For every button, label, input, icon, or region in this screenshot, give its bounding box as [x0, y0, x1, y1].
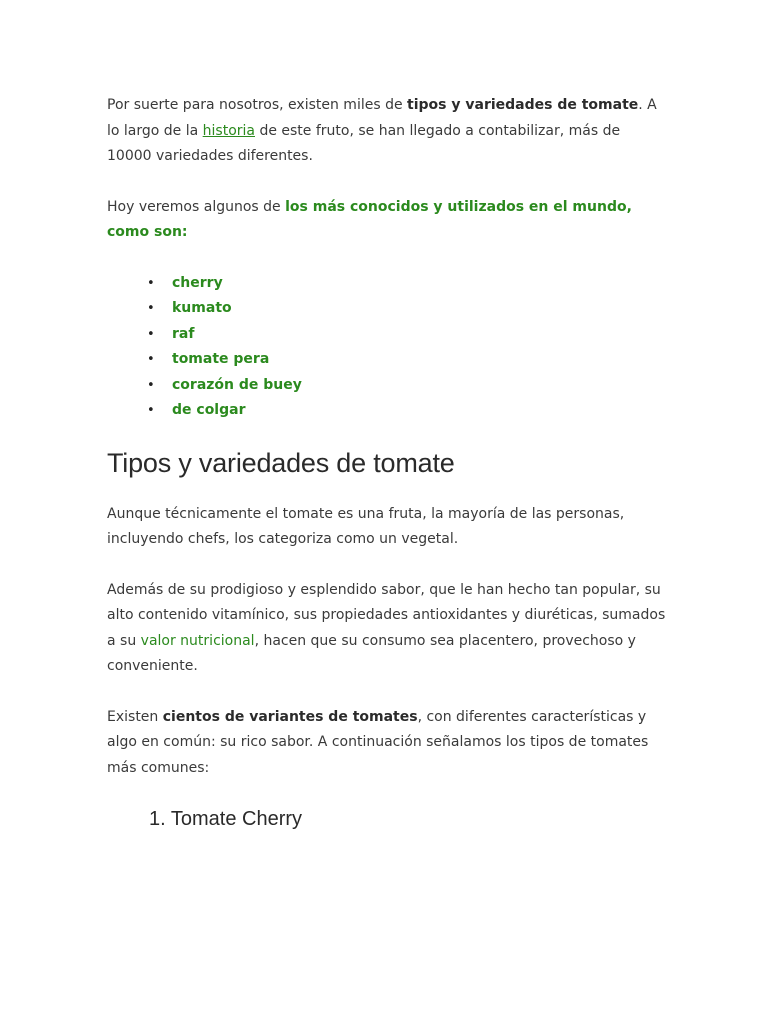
bullet-icon: • — [147, 301, 155, 316]
fruit-paragraph: Aunque técnicamente el tomate es una fruta, la mayoría de las personas, incluyendo chefs, los categoriza como un vegetal. — [107, 505, 625, 547]
variants-text-1: Existen — [107, 708, 163, 725]
varieties-list — [147, 271, 667, 424]
bullet-icon: • — [147, 326, 155, 342]
subsection-heading: 1. Tomate Cherry — [149, 808, 303, 830]
varieties-intro-highlight: los más conocidos y utilizados en el mundo, como son: — [107, 198, 632, 240]
valor-nutricional-link[interactable]: valor nutricional — [140, 632, 255, 649]
benefits-text-1: Además de su prodigioso y esplendido sabor, que le han hecho tan popular, su alto contenido vitamínico, sus propiedades antioxidantes y diuréticas, sumados a su — [107, 581, 666, 649]
bullet-icon: • — [147, 403, 155, 418]
historia-link[interactable]: historia — [202, 122, 255, 139]
list-item — [147, 322, 667, 348]
variety-label: raf — [172, 325, 195, 342]
variety-label: tomate pera — [172, 351, 270, 367]
bullet-icon: • — [147, 377, 155, 393]
variety-label: cherry — [172, 274, 223, 291]
section-heading: Tipos y variedades de tomate — [107, 447, 455, 478]
benefits-paragraph — [107, 578, 667, 680]
variety-label: corazón de buey — [172, 376, 302, 393]
list-item — [147, 271, 667, 297]
list-item — [147, 296, 667, 322]
intro-text-1: Por suerte para nosotros, existen miles de — [107, 97, 408, 113]
benefits-text-2: , hacen que su consumo sea placentero, provechoso y conveniente. — [107, 632, 636, 674]
varieties-intro-paragraph — [107, 195, 667, 246]
variants-bold-phrase: cientos de variantes de tomates — [162, 708, 418, 725]
intro-text-3: de este fruto, se han llegado a contabilizar, más de 10000 variedades diferentes. — [107, 122, 621, 164]
list-item — [147, 373, 667, 399]
variants-text-2: , con diferentes características y algo en común: su rico sabor. A continuación señalamos los tipos de tomates más comunes: — [107, 708, 649, 776]
list-item — [147, 398, 667, 424]
variety-label: kumato — [172, 300, 232, 316]
intro-bold-phrase: tipos y variedades de tomate — [407, 97, 639, 113]
intro-text-2: . A lo largo de la — [107, 97, 657, 139]
article-body — [107, 93, 667, 833]
list-item — [147, 347, 667, 373]
intro-paragraph — [107, 93, 667, 170]
bullet-icon: • — [147, 352, 155, 367]
variety-label: de colgar — [172, 402, 246, 418]
bullet-icon: • — [147, 275, 155, 291]
varieties-intro-text: Hoy veremos algunos de — [107, 198, 286, 215]
variants-paragraph — [107, 705, 667, 782]
